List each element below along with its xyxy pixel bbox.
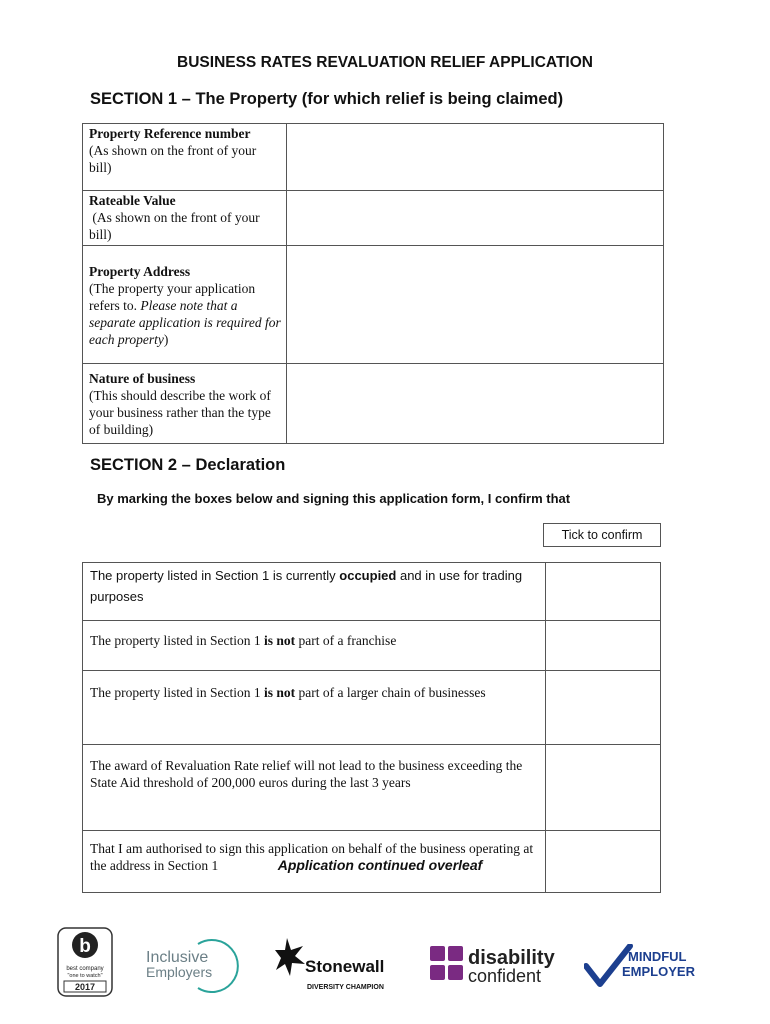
best-company-line2: "one to watch" [67,973,103,979]
declaration-statement [83,563,546,621]
star-icon [275,938,305,976]
rateable-value-field[interactable] [286,191,663,246]
tick-box-chain[interactable] [546,671,661,745]
table-row [83,124,664,191]
statement-text: part of a larger chain of businesses [295,685,486,700]
statement-text: The property listed in Section 1 [90,633,264,648]
tick-box-franchise[interactable] [546,621,661,671]
statement-emphasis: is not [263,633,296,648]
svg-text:b: b [79,936,91,957]
declaration-statement [83,745,546,831]
stonewall-name: Stonewall [305,957,385,976]
statement-text: That I am authorised to sign this application on behalf of the business operating at the address in Section 1 [90,841,534,873]
statement-emphasis: is not [263,685,296,700]
disability-confident-logo [428,942,563,988]
label-note: (This should describe the work of your business rather than the type of building) [89,388,271,437]
label-title: Nature of business [89,371,196,386]
best-company-year: 2017 [74,982,96,992]
label-note-end: ) [163,332,169,347]
property-address-label [83,246,287,364]
table-row [83,563,661,621]
declaration-intro: By marking the boxes below and signing this application form, I confirm that [97,491,571,506]
label-note: (As shown on the front of your bill) [89,143,257,175]
stonewall-sub: DIVERSITY CHAMPION [307,984,384,991]
property-address-field[interactable] [286,246,663,364]
mindful-line2: EMPLOYER [622,964,695,979]
statement-text: part of a franchise [295,633,397,648]
tick-to-confirm-header: Tick to confirm [543,523,661,547]
section1-heading: SECTION 1 – The Property (for which relief is being claimed) [90,90,564,108]
mindful-line1: MINDFUL [628,949,687,964]
continued-overleaf-note: Application continued overleaf [277,857,483,873]
inclusive-line1: Inclusive [146,949,209,966]
statement-text: The property listed in Section 1 [90,685,264,700]
nature-of-business-field[interactable] [286,364,663,444]
best-company-line1: best company [66,966,104,972]
table-row [83,745,661,831]
statement-text: The award of Revaluation Rate relief will not lead to the business exceeding the State Aid threshold of 200,000 euros during the last 3 years [90,758,523,790]
label-title: Property Address [89,264,191,279]
statement-text: and in use for trading purposes [90,568,523,604]
best-company-logo [56,927,114,997]
table-row [83,364,664,444]
rateable-value-label [83,191,287,246]
inclusive-employers-logo [138,938,253,993]
form-title: BUSINESS RATES REVALUATION RELIEF APPLICATION [177,54,593,71]
table-row [83,671,661,745]
statement-emphasis: occupied [339,568,397,583]
label-note: (The property your application refers to. [89,281,256,313]
tick-box-occupied[interactable] [546,563,661,621]
statement-text: The property listed in Section 1 is currently [90,568,340,583]
property-reference-label [83,124,287,191]
label-title: Rateable Value [89,193,176,208]
disability-line1: disability [468,947,555,969]
property-reference-field[interactable] [286,124,663,191]
declaration-statement [83,621,546,671]
declaration-statement [83,671,546,745]
label-note: (As shown on the front of your bill) [89,210,263,242]
table-row [83,246,664,364]
declaration-table [82,562,661,893]
mindful-employer-logo [584,944,709,990]
stonewall-logo [275,936,395,996]
label-title: Property Reference number [89,126,251,141]
tick-box-state-aid[interactable] [546,745,661,831]
inclusive-line2: Employers [146,964,213,980]
disability-line2: confident [468,966,542,986]
property-table [82,123,664,444]
nature-of-business-label [83,364,287,444]
label-note-italic: Please note that a separate application is required for each property [89,298,281,347]
table-row [83,621,661,671]
section2-heading: SECTION 2 – Declaration [90,456,286,474]
table-row [83,191,664,246]
